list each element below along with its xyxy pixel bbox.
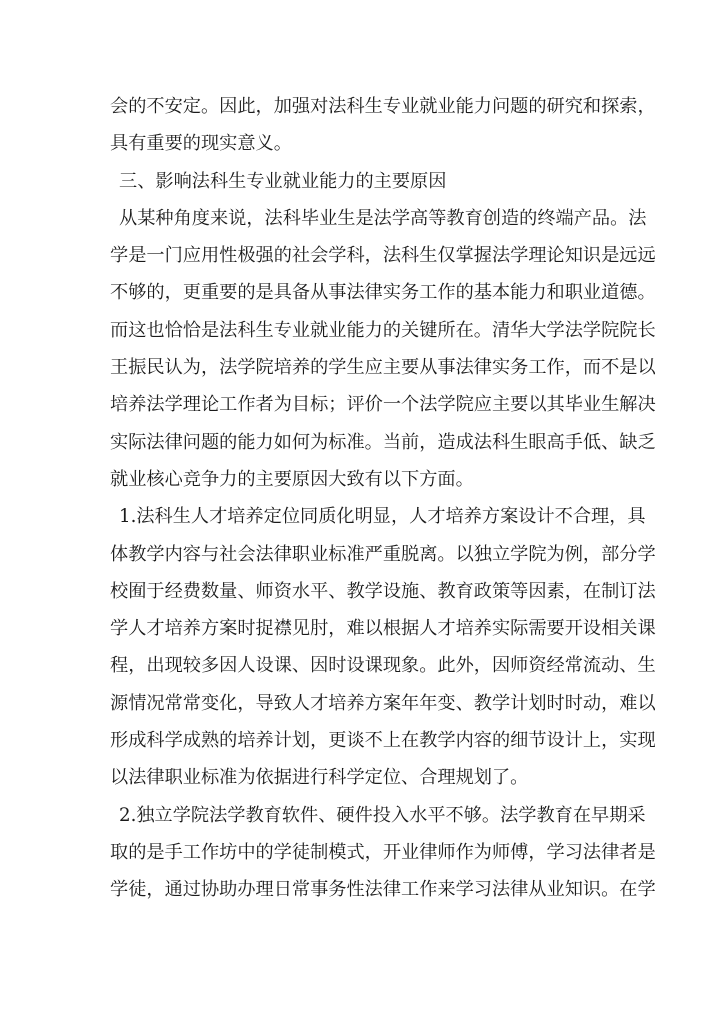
text-line: 以法律职业标准为依据进行科学定位、合理规划了。 [110,767,529,789]
text-line: 就业核心竞争力的主要原因大致有以下方面。 [110,468,474,490]
text-line: 会的不安定。因此，加强对法科生专业就业能力问题的研究和探索， [110,96,656,117]
text-line: 1.法科生人才培养定位同质化明显，人才培养方案设计不合理，具 [119,506,646,528]
text-line: 培养法学理论工作者为目标；评价一个法学院应主要以其毕业生解决 [110,394,656,416]
text-line: 校囿于经费数量、师资水平、教学设施、教育政策等因素，在制订法 [110,580,656,602]
text-line: 具有重要的现实意义。 [110,133,292,155]
text-line: 源情况常常变化，导致人才培养方案年年变、教学计划时时动，难以 [110,692,656,714]
section-heading [110,163,610,200]
text-line: 学人才培养方案时捉襟见肘，难以根据人才培养实际需要开设相关课 [110,618,656,640]
text-line: 从某种角度来说，法科毕业生是法学高等教育创造的终端产品。法 [119,207,647,229]
text-line: 程，出现较多因人设课、因时设课现象。此外，因师资经常流动、生 [110,655,656,677]
text-line: 实际法律问题的能力如何为标准。当前，造成法科生眼高手低、缺乏 [110,431,656,453]
paragraph [110,200,656,498]
text-line: 而这也恰恰是法科生专业就业能力的关键所在。清华大学法学院院长 [110,319,656,341]
text-line: 取的是手工作坊中的学徒制模式，开业律师作为师傅，学习法律者是 [110,841,656,863]
paragraph [110,498,656,796]
document-body [110,88,656,909]
text-line: 不够的，更重要的是具备从事法律实务工作的基本能力和职业道德。 [110,282,656,304]
paragraph-continuation [110,88,656,163]
text-line: 形成科学成熟的培养计划，更谈不上在教学内容的细节设计上，实现 [110,730,656,752]
heading-text: 三、影响法科生专业就业能力的主要原因 [119,170,447,192]
text-line: 王振民认为，法学院培养的学生应主要从事法律实务工作，而不是以 [110,357,656,379]
text-line: 2.独立学院法学教育软件、硬件投入水平不够。法学教育在早期采 [119,804,646,826]
text-line: 学是一门应用性极强的社会学科，法科生仅掌握法学理论知识是远远 [110,245,656,267]
text-line: 体教学内容与社会法律职业标准严重脱离。以独立学院为例，部分学 [110,543,656,565]
text-line: 学徒，通过协助办理日常事务性法律工作来学习法律从业知识。在学 [110,879,656,901]
paragraph [110,797,656,909]
